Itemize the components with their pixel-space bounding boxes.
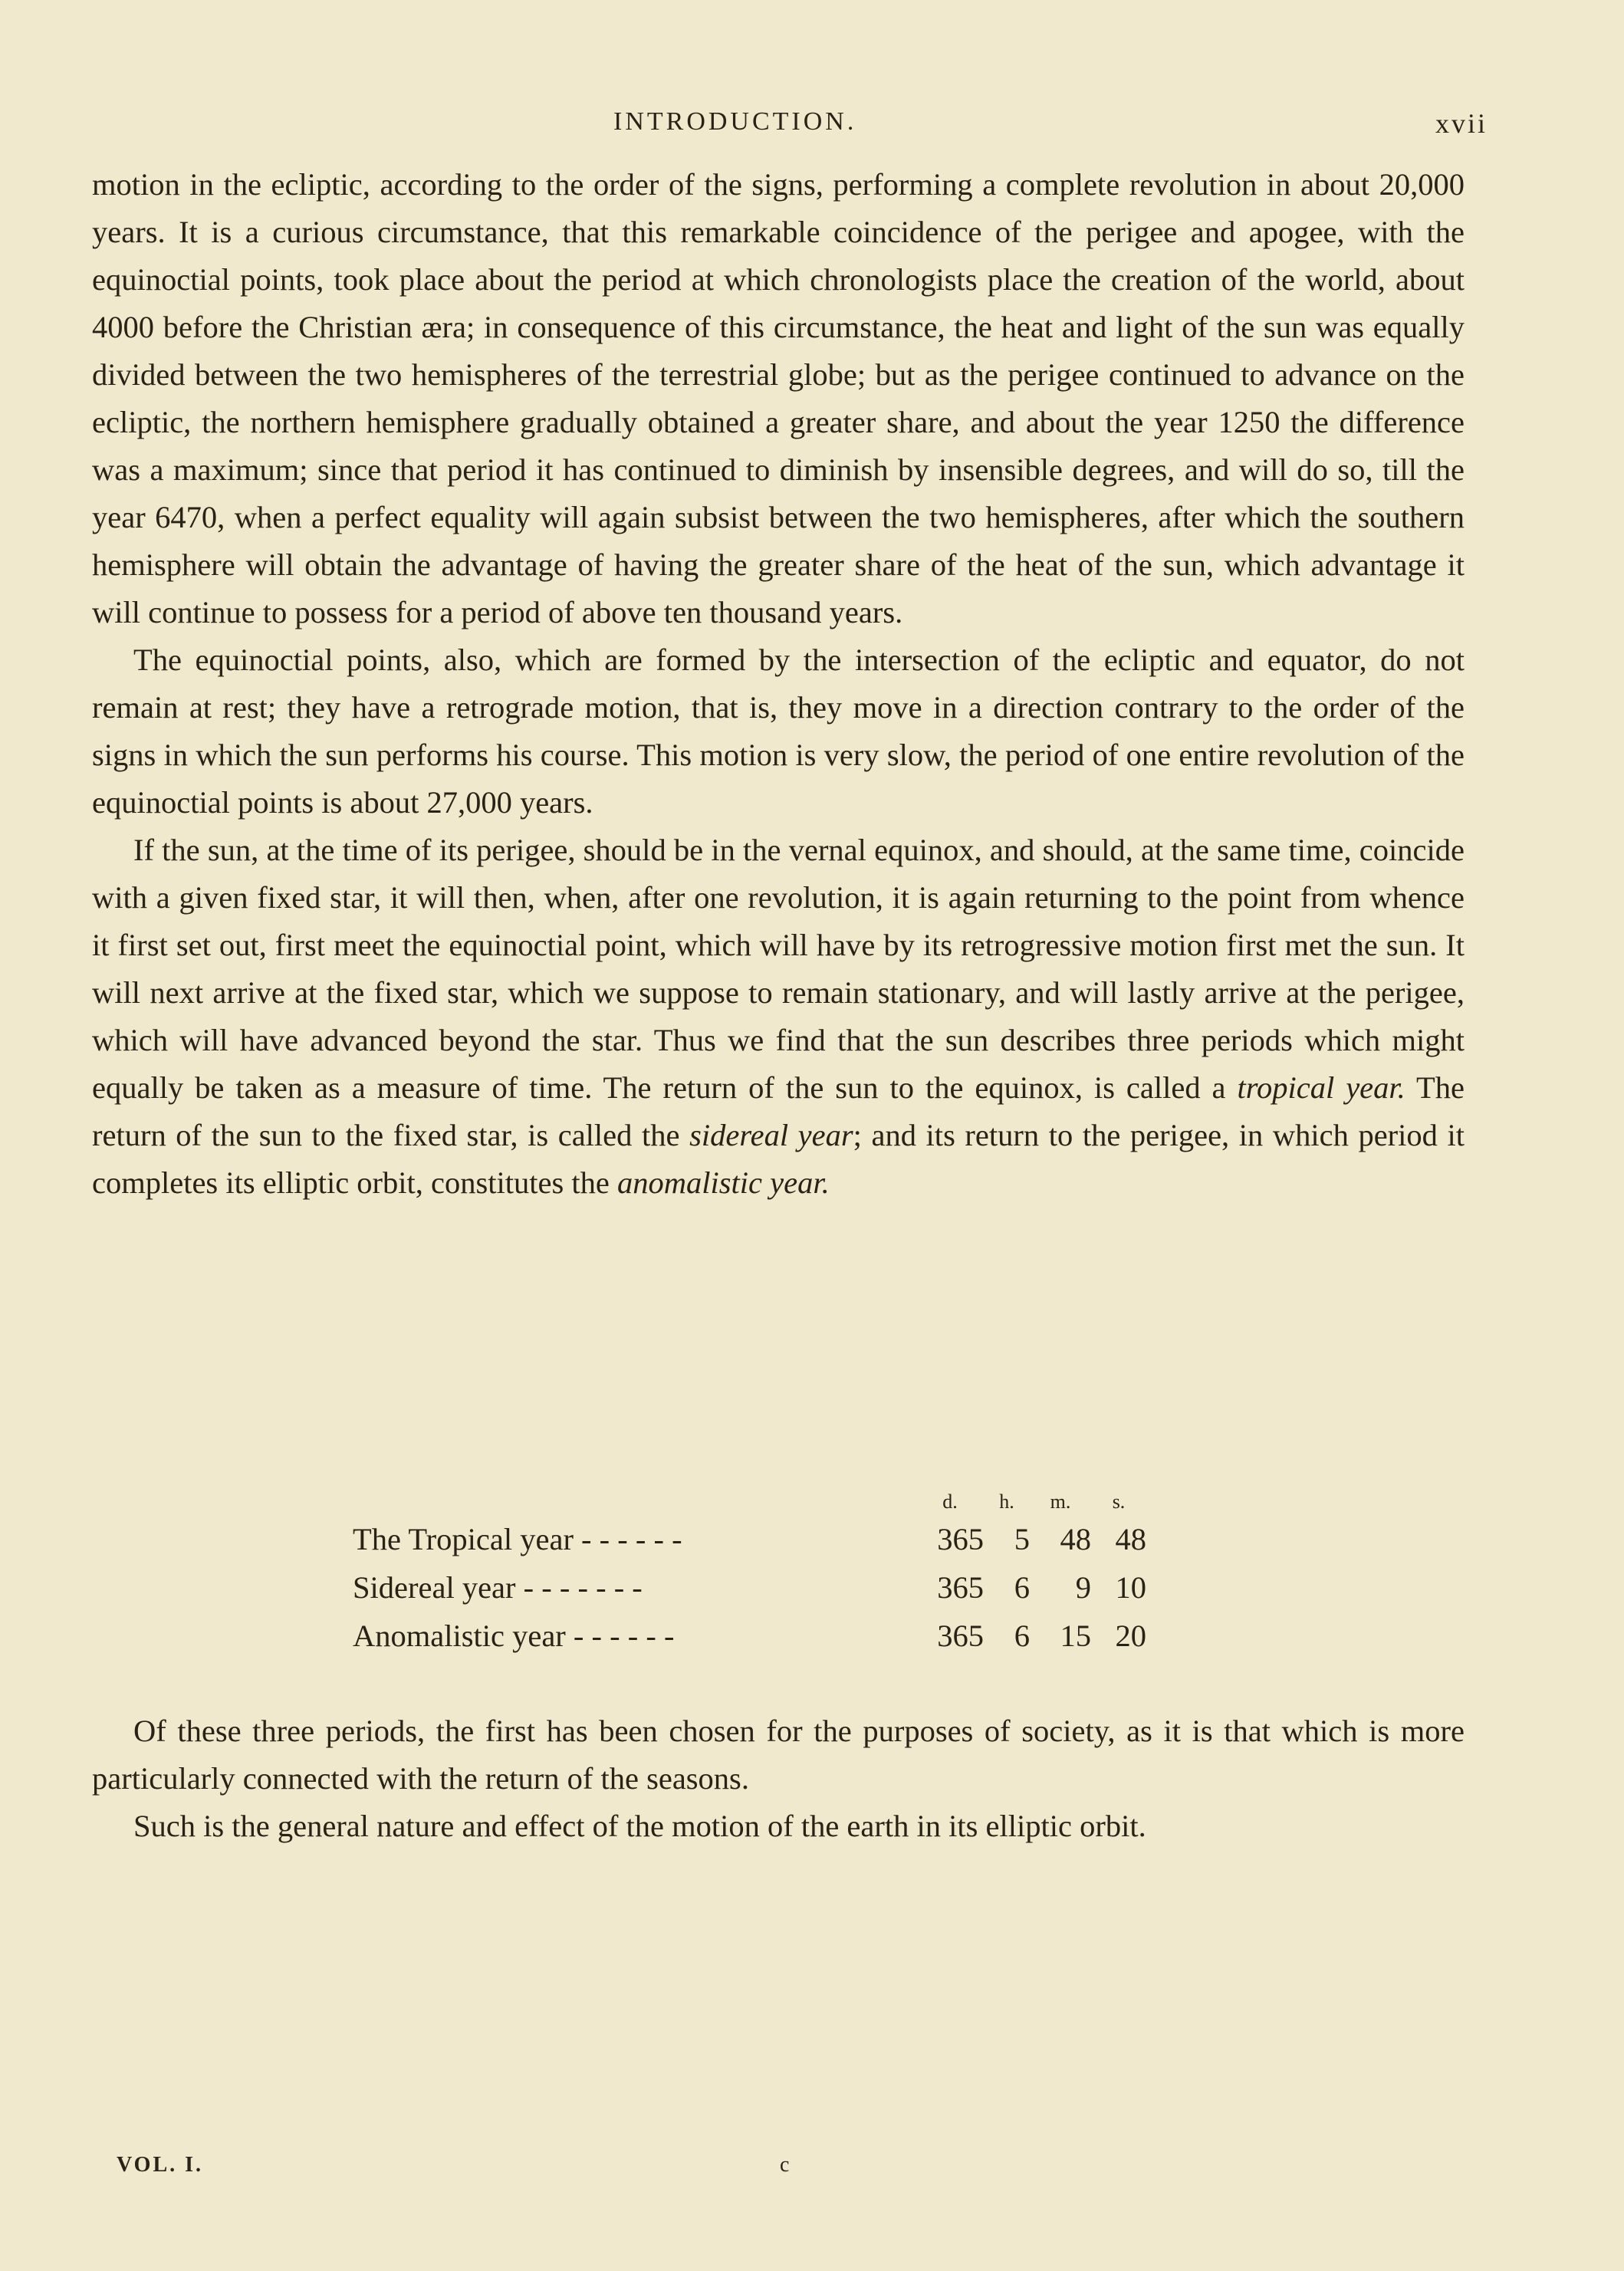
paragraph-three-periods-text-1: If the sun, at the time of its perigee, should be in the vernal equinox, and should, at the same time, coincide with a given fixed star, it will then, when, after one revolution, it is again returning to the point from whence it first set out, first meet the equinoctial point, which will have by its retrogressive motion first met the sun. It will next arrive at the fixed star, which we suppose to remain stationary, and will lastly arrive at the perigee, which will have advanced beyond the star. Thus we find that the sun describes three periods which might equally be taken as a measure of time. The return of the sun to the equinox, is called a: [92, 833, 1465, 1105]
column-header-hours: h.: [999, 1490, 1014, 1513]
term-sidereal-year: sidereal year: [689, 1118, 853, 1152]
paragraph-continued: motion in the ecliptic, according to the order of the signs, performing a complete revolution in about 20,000 years. It is a curious circumstance, that this remarkable coincidence of the perigee and apogee, with the equinoctial points, took place about the period at which chronologists place the creation of the world, about 4000 before the Christian æra; in consequence of this circumstance, the heat and light of the sun was equally divided between the two hemispheres of the terrestrial globe; but as the perigee continued to advance on the ecliptic, the northern hemisphere gradually obtained a greater share, and about the year 1250 the difference was a maximum; since that period it has continued to diminish by insensible degrees, and will do so, till the year 6470, when a perfect equality will again subsist between the two hemispheres, after which the southern hemisphere will obtain the advantage of having the greater share of the heat of the sun, which advantage it will continue to possess for a period of above ten thousand years.: [92, 167, 1465, 629]
cell-seconds: 20: [1115, 1619, 1146, 1653]
row-label-tropical: The Tropical year - - - - - -: [353, 1522, 682, 1556]
running-head: [92, 107, 1488, 146]
cell-minutes: 48: [1060, 1522, 1091, 1556]
page-number: xvii: [1435, 108, 1488, 139]
body-text: [92, 161, 1465, 1207]
row-label-sidereal: Sidereal year - - - - - - -: [353, 1570, 643, 1605]
year-table: [353, 1489, 1146, 1660]
table-header-row: [353, 1489, 1146, 1515]
table-header-label: [353, 1489, 916, 1515]
cell-seconds: 48: [1115, 1522, 1146, 1556]
volume-signature: VOL. I.: [117, 2153, 204, 2177]
page-footer: [117, 2153, 883, 2184]
cell-days: 365: [937, 1570, 984, 1605]
paragraph-three-periods-text-2: The return of the sun to the fixed star, is called the: [92, 1070, 1465, 1152]
paragraph-equinoctial-points: The equinoctial points, also, which are formed by the intersection of the ecliptic and equator, do not remain at rest; they have a retrograde motion, that is, they move in a direction contrary to the order of the signs in which the sun performs his course. This motion is very slow, the period of one entire revolution of the equinoctial points is about 27,000 years.: [92, 643, 1465, 820]
column-header-seconds: s.: [1112, 1490, 1126, 1513]
cell-minutes: 15: [1060, 1619, 1091, 1653]
paragraph-three-periods: [92, 827, 1465, 1207]
cell-days: 365: [937, 1619, 984, 1653]
column-header-days: d.: [942, 1490, 958, 1513]
column-header-minutes: m.: [1050, 1490, 1071, 1513]
cell-minutes: 9: [1075, 1570, 1091, 1605]
cell-days: 365: [937, 1522, 984, 1556]
term-anomalistic-year: anomalistic year.: [617, 1165, 830, 1200]
term-tropical-year: tropical year.: [1237, 1070, 1405, 1105]
closing-text: [92, 1707, 1465, 1850]
running-title: INTRODUCTION.: [613, 107, 857, 136]
cell-hours: 6: [1014, 1570, 1030, 1605]
table-row: [353, 1563, 1146, 1612]
table-row: [353, 1612, 1146, 1660]
year-length-table: [353, 1489, 1273, 1660]
paragraph-three-periods-text-3: ; and its return to the perigee, in which period it completes its elliptic orbit, constitutes the: [92, 1118, 1465, 1200]
row-label-anomalistic: Anomalistic year - - - - - -: [353, 1619, 675, 1653]
paragraph-three-periods-choice: Of these three periods, the first has been chosen for the purposes of society, as it is that which is more particularly connected with the return of the seasons.: [92, 1714, 1465, 1796]
table-row: [353, 1515, 1146, 1563]
cell-hours: 6: [1014, 1619, 1030, 1653]
paragraph-conclusion: Such is the general nature and effect of the motion of the earth in its elliptic orbit.: [133, 1809, 1146, 1843]
cell-hours: 5: [1014, 1522, 1030, 1556]
cell-seconds: 10: [1115, 1570, 1146, 1605]
signature-mark: c: [780, 2153, 790, 2177]
